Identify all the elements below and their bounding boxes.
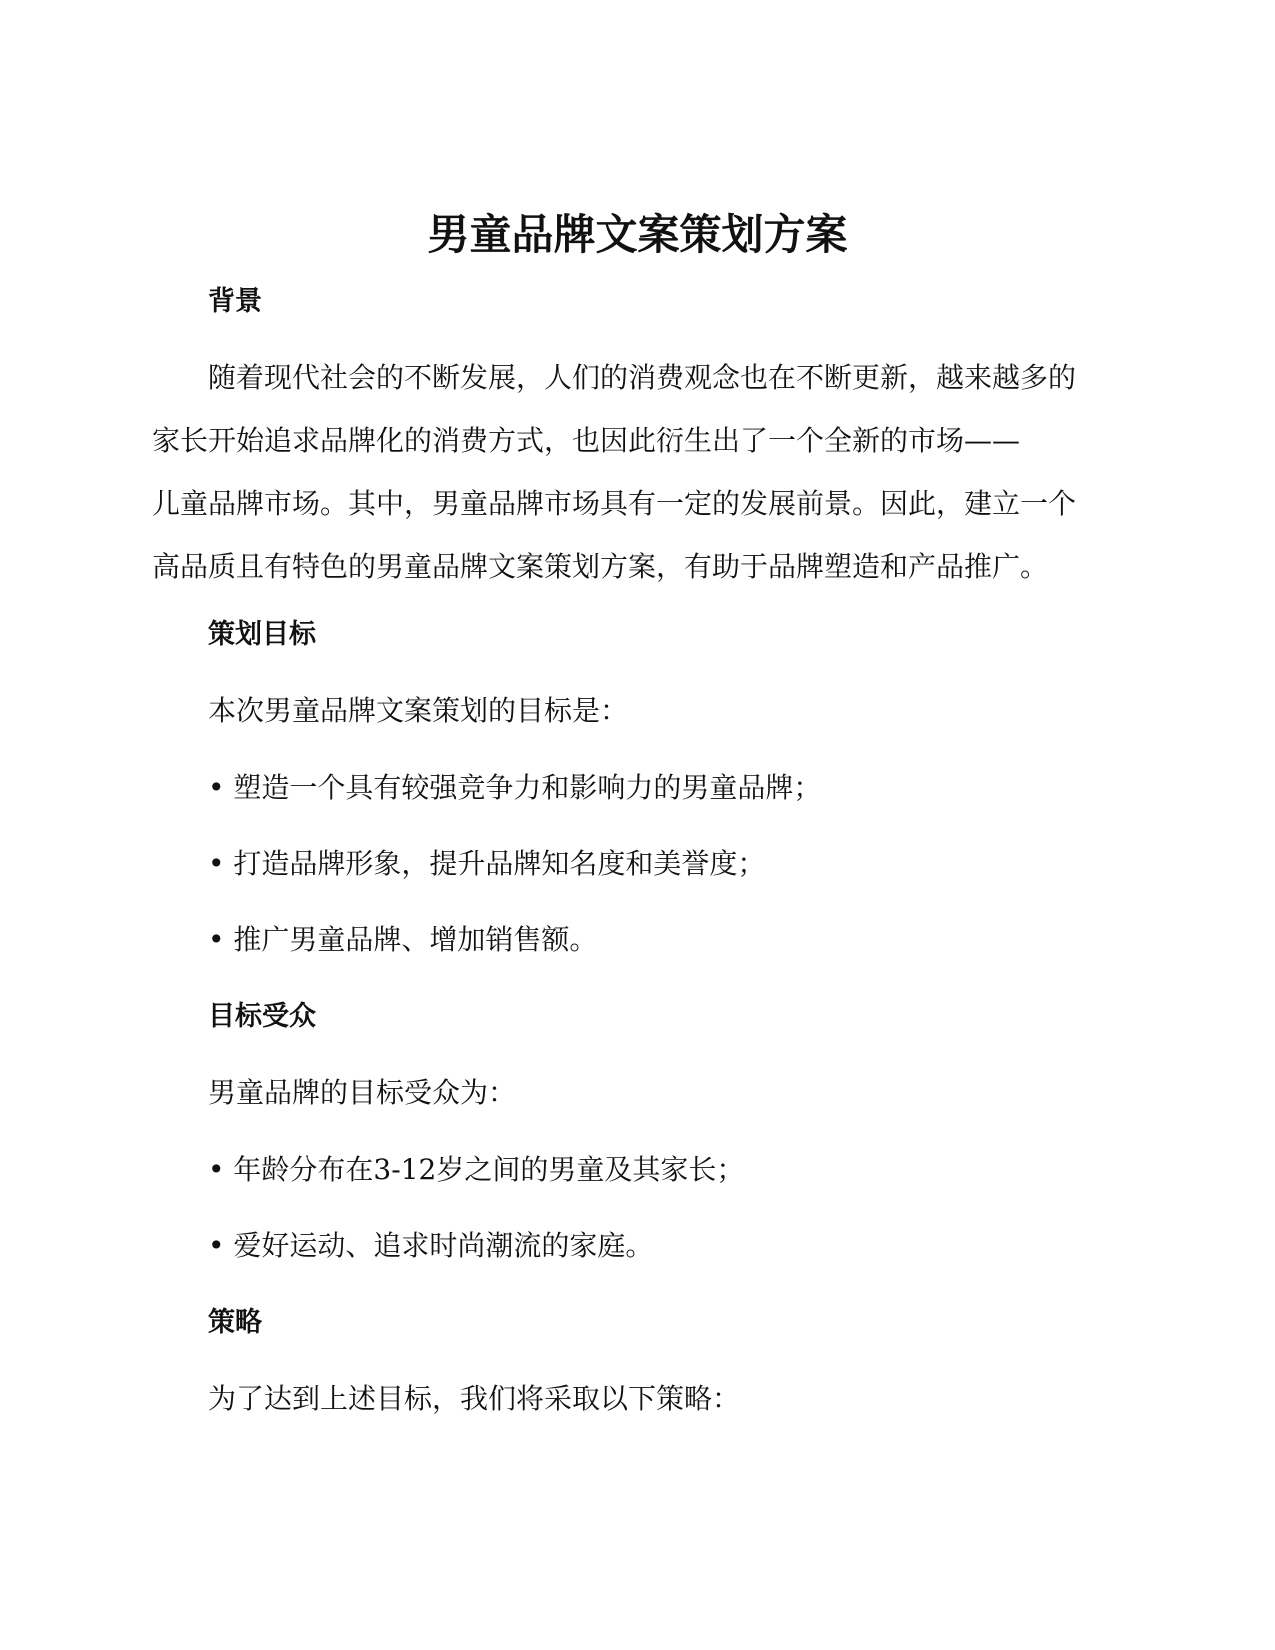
audience-item-2: • 爱好运动、追求时尚潮流的家庭。 <box>208 1229 654 1262</box>
document-title: 男童品牌文案策划方案 <box>427 210 848 259</box>
goals-item-1: • 塑造一个具有较强竞争力和影响力的男童品牌； <box>208 771 822 804</box>
strategy-intro: 为了达到上述目标，我们将采取以下策略： <box>208 1382 741 1415</box>
goals-item-3: • 推广男童品牌、增加销售额。 <box>208 923 598 956</box>
background-paragraph <box>152 346 1114 598</box>
section-heading-audience: 目标受众 <box>208 1001 316 1032</box>
section-heading-background: 背景 <box>208 286 262 317</box>
section-heading-strategy: 策略 <box>208 1307 262 1338</box>
background-line-2: 家长开始追求品牌化的消费方式，也因此衍生出了一个全新的市场—— <box>152 424 1021 457</box>
background-line-1: 随着现代社会的不断发展，人们的消费观念也在不断更新，越来越多的 <box>208 361 1077 394</box>
background-line-3: 儿童品牌市场。其中，男童品牌市场具有一定的发展前景。因此，建立一个 <box>152 487 1077 520</box>
audience-intro: 男童品牌的目标受众为： <box>208 1076 517 1109</box>
audience-item-1: • 年龄分布在3-12岁之间的男童及其家长； <box>208 1153 745 1186</box>
goals-item-2: • 打造品牌形象，提升品牌知名度和美誉度； <box>208 847 766 880</box>
section-heading-goals: 策划目标 <box>208 619 316 650</box>
goals-intro: 本次男童品牌文案策划的目标是： <box>208 694 629 727</box>
background-line-4: 高品质且有特色的男童品牌文案策划方案，有助于品牌塑造和产品推广。 <box>152 550 1049 583</box>
